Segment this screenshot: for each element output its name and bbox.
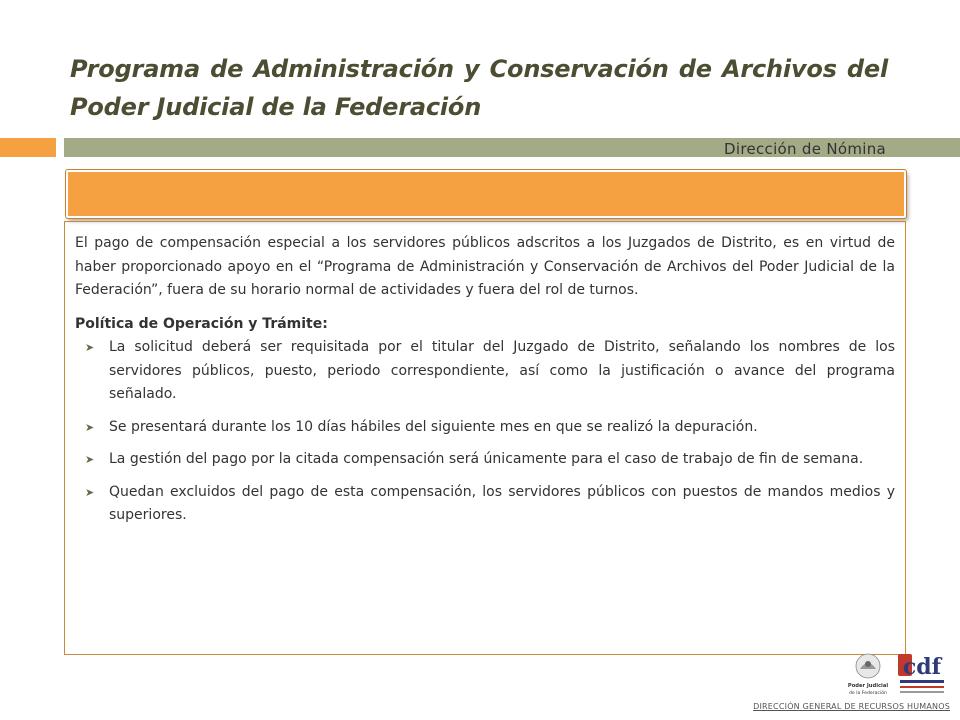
poder-judicial-logo: [843, 651, 893, 699]
accent-bar-orange: [0, 138, 56, 157]
arrow-right-icon: ➤: [85, 485, 95, 499]
list-item: [75, 481, 895, 528]
department-subtitle: Dirección de Nómina: [724, 140, 886, 158]
svg-text:cdf: cdf: [902, 654, 942, 680]
list-item: [75, 448, 895, 472]
policy-heading: Política de Operación y Trámite:: [75, 315, 328, 332]
intro-paragraph: El pago de compensación especial a los servidores públicos adscritos a los Juzgados de Distrito, es en virtud de haber proporcionado apoyo en el “Programa de Administración y Conservación de Archivos del Poder Judicial de la Federación”, fuera de su horario normal de actividades y fuera del rol de turnos.: [75, 235, 895, 298]
section-header-bar: [66, 170, 906, 218]
list-item-text: Se presentará durante los 10 días hábiles del siguiente mes en que se realizó la depuración.: [109, 418, 758, 435]
list-item: [75, 416, 895, 440]
list-item-text: La gestión del pago por la citada compensación será únicamente para el caso de trabajo de fin de semana.: [109, 451, 864, 467]
list-item-text: La solicitud deberá ser requisitada por el titular del Juzgado de Distrito, señalando los nombres de los servidores públicos, puesto, periodo correspondiente, así como la justificación o avance del programa señalado.: [109, 339, 895, 402]
policy-list: [75, 336, 895, 528]
arrow-right-icon: ➤: [85, 453, 95, 466]
content-box: [64, 221, 906, 655]
arrow-right-icon: ➤: [85, 420, 95, 434]
footer-text: DIRECCIÓN GENERAL DE RECURSOS HUMANOS: [753, 702, 950, 711]
svg-text:de la Federación: de la Federación: [849, 691, 887, 696]
cdf-logo: [896, 650, 948, 698]
arrow-right-icon: ➤: [85, 341, 95, 354]
page-title: Programa de Administración y Conservación de Archivos del Poder Judicial de la Federación: [70, 55, 888, 121]
list-item-text: Quedan excluidos del pago de esta compensación, los servidores públicos con puestos de mandos medios y superiores.: [109, 483, 895, 523]
svg-text:Poder Judicial: Poder Judicial: [847, 683, 889, 689]
list-item: [75, 336, 895, 407]
